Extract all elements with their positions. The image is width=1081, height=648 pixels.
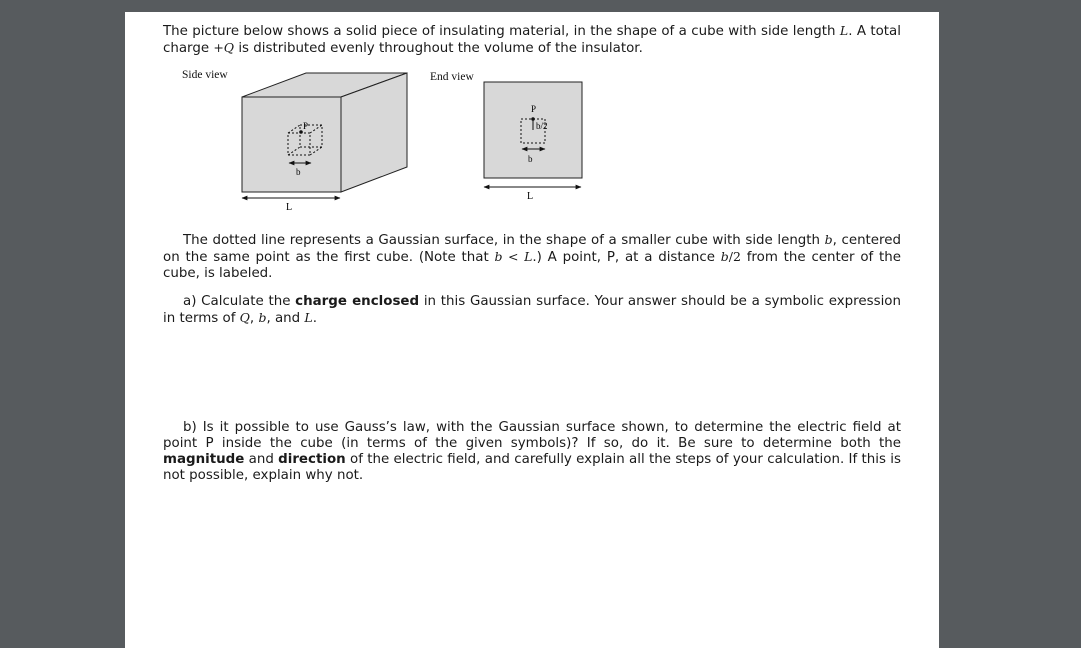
qb-text-3: of the electric field, and carefully explain all the steps of your calculation. If this is not possible, explain why not. xyxy=(163,452,901,483)
para2-text-3: .) A point, P, at a distance xyxy=(532,250,721,265)
intro-text-1: The picture below shows a solid piece of insulating material, in the shape of a cube with side length xyxy=(163,24,840,39)
symbol-b: b xyxy=(824,232,833,247)
end-half-b-label: b/2 xyxy=(536,121,548,131)
qa-symbol-b: b xyxy=(258,310,267,325)
qa-sep-1: , xyxy=(249,311,259,326)
side-L-label: L xyxy=(286,202,293,213)
para2-text-2: , centered on the same point as the first cube. (Note that xyxy=(163,233,901,265)
intro-text-3: is distributed evenly throughout the volume of the insulator. xyxy=(234,41,643,56)
end-point-P-label: P xyxy=(531,104,537,114)
qb-bold-direction: direction xyxy=(278,452,346,467)
qa-bold-charge-enclosed: charge enclosed xyxy=(295,294,420,309)
side-b-label: b xyxy=(296,167,301,177)
symbol-less-than: < xyxy=(502,249,525,264)
qa-end: . xyxy=(312,311,317,326)
side-point-P-label: P xyxy=(303,121,309,131)
symbol-L-2: L xyxy=(524,249,533,264)
qb-text-2: and xyxy=(244,452,279,467)
para2-text-1: The dotted line represents a Gaussian surface, in the shape of a smaller cube with side length xyxy=(183,233,825,248)
question-b xyxy=(163,420,901,484)
qb-text-1: b) Is it possible to use Gauss’s law, with the Gaussian surface shown, to determine the electric field at point P inside the cube (in terms of the given symbols)? If so, do it. Be sure to determine both the xyxy=(163,420,901,451)
cube-figure xyxy=(125,12,939,222)
symbol-L: L xyxy=(839,23,849,38)
end-b-label: b xyxy=(528,154,533,164)
symbol-half: /2 xyxy=(728,249,741,264)
intro-text-2: . A total charge xyxy=(163,24,901,56)
side-view-cube xyxy=(242,73,407,192)
qa-sep-2: , and xyxy=(266,311,305,326)
question-a xyxy=(163,294,901,327)
qa-text-1: a) Calculate the xyxy=(183,294,296,309)
qa-symbol-L: L xyxy=(304,310,313,325)
gaussian-surface-paragraph xyxy=(163,232,901,282)
end-L-label: L xyxy=(527,191,534,202)
symbol-b-2: b xyxy=(494,249,503,264)
para2-text-4: from the center of the cube, is labeled. xyxy=(163,250,902,281)
symbol-Q: +Q xyxy=(213,40,235,55)
document-page xyxy=(125,12,939,648)
side-view-label: Side view xyxy=(182,69,228,81)
qa-text-2: in this Gaussian surface. Your answer should be a symbolic expression in terms of xyxy=(163,294,901,326)
qa-symbol-Q: Q xyxy=(239,310,250,325)
end-view-label: End view xyxy=(430,71,474,83)
symbol-b-3: b xyxy=(720,249,729,264)
qb-bold-magnitude: magnitude xyxy=(163,452,245,467)
